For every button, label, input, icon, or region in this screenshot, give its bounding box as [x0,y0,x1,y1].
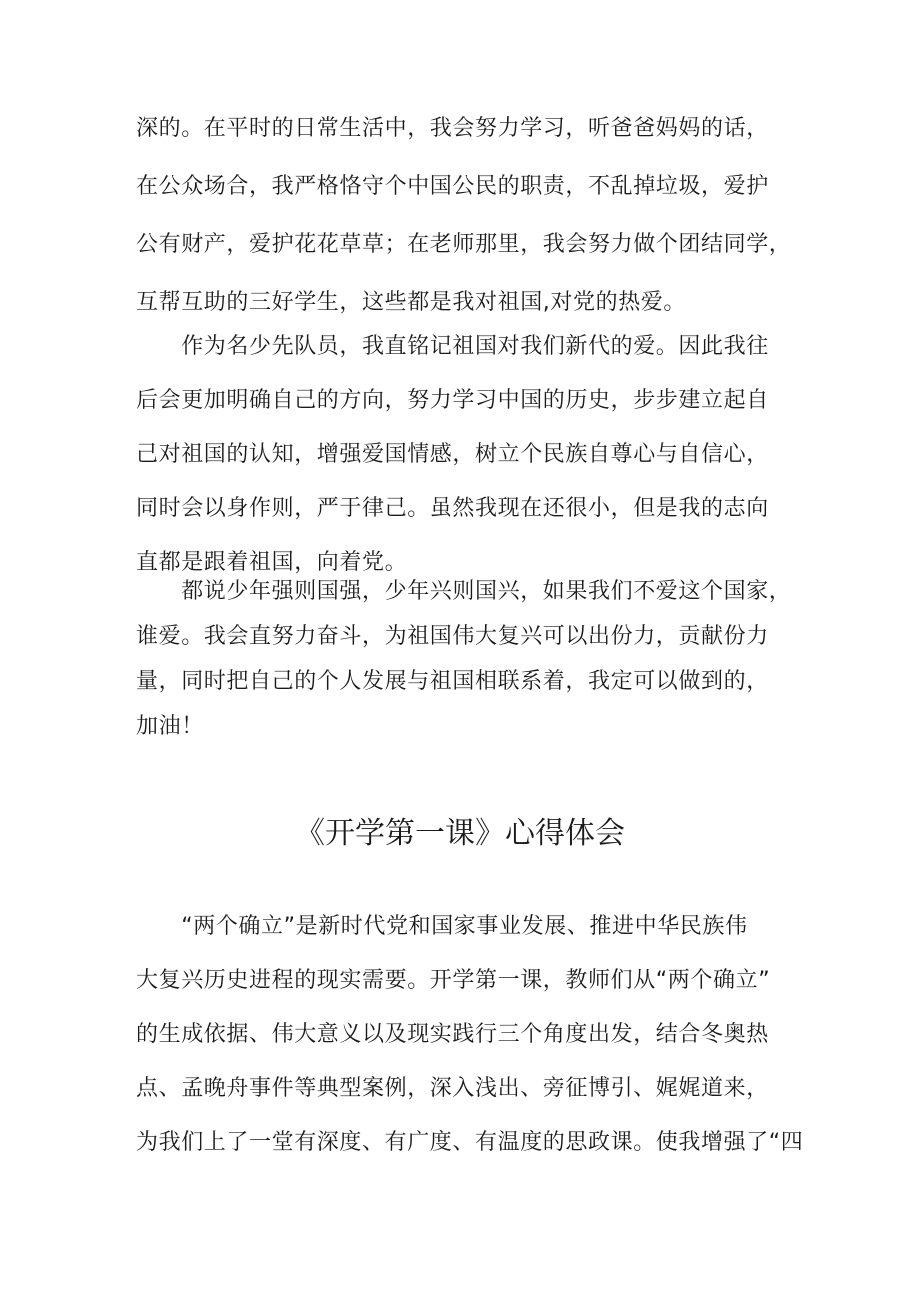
text-line: 己对祖国的认知，增强爱国情感，树立个民族自尊心与自信心， [136,442,769,467]
section-paragraph [136,912,804,1158]
text-line: 深的。在平时的日常生活中，我会努力学习，听爸爸妈妈的话， [136,116,769,141]
paragraph-1 [136,114,792,318]
text-line: 同时会以身作则，严于律己。虽然我现在还很小，但是我的志向 [136,496,769,521]
paragraph-2 [136,332,788,578]
text-line: “两个确立”是新时代党和国家事业发展、推进中华民族伟 [136,914,748,939]
text-line: 为我们上了一堂有深度、有广度、有温度的思政课。使我增强了“四 [136,1130,804,1155]
text-line: 后会更加明确自己的方向，努力学习中国的历史，步步建立起自 [136,388,769,413]
text-line: 量，同时把自己的个人发展与祖国相联系着，我定可以做到的， [136,669,769,694]
text-line: 大复兴历史进程的现实需要。开学第一课，教师们从“两个确立” [136,968,771,993]
text-line: 点、孟晚舟事件等典型案例，深入浅出、旁征博引、娓娓道来， [136,1076,769,1101]
text-line: 公有财产，爱护花花草草；在老师那里，我会努力做个团结同学， [136,232,792,257]
section-title: 《开学第一课》心得体会 [295,816,625,851]
text-line: 加油！ [136,714,204,739]
paragraph-3 [136,577,792,742]
text-line: 在公众场合，我严格恪守个中国公民的职责，不乱掉垃圾，爱护 [136,174,769,199]
text-line: 谁爱。我会直努力奋斗，为祖国伟大复兴可以出份力，贡献份力 [136,624,769,649]
text-line: 都说少年强则国强，少年兴则国兴，如果我们不爱这个国家， [136,579,792,604]
text-line: 互帮互助的三好学生，这些都是我对祖国,对党的热爱。 [136,290,686,315]
text-line: 直都是跟着祖国，向着党。 [136,550,408,575]
text-line: 的生成依据、伟大意义以及现实践行三个角度出发，结合冬奥热 [136,1022,769,1047]
text-line: 作为名少先队员，我直铭记祖国对我们新代的爱。因此我往 [136,334,769,359]
